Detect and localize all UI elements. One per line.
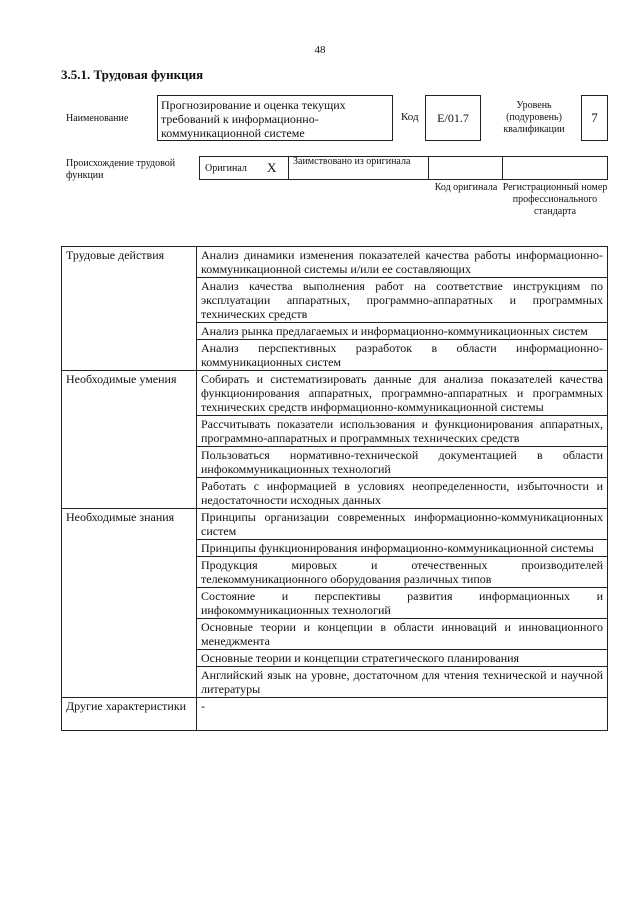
category-cell: Необходимые умения [62,371,197,509]
origin-borrowed-cell [289,157,429,179]
code-label: Код [401,111,419,123]
table-cell: Принципы функционирования информационно-коммуникационной системы [197,540,608,557]
table-cell: Рассчитывать показатели использования и функционирования аппаратных, программно-аппаратных и программных технических средств [197,416,608,447]
code-original-cell [429,157,503,179]
original-mark: X [267,160,277,175]
reg-number-cell [503,157,607,179]
name-label: Наименование [66,113,129,124]
table-cell: Работать с информацией в условиях неопределенности, избыточности и недостаточности исходных данных [197,478,608,509]
code-field [425,95,481,141]
table-cell: Анализ перспективных разработок в области информационно-коммуникационных систем [197,340,608,371]
original-label: Оригинал [205,163,247,174]
borrowed-label: Заимствовано из оригинала [293,156,411,167]
table-cell: Анализ рынка предлагаемых и информационно-коммуникационных систем [197,323,608,340]
level-label: Уровень (подуровень) квалификации [503,100,565,135]
section-title: 3.5.1. Трудовая функция [61,67,204,82]
table-cell: Состояние и перспективы развития информационных и инфокоммуникационных технологий [197,588,608,619]
table-row [62,371,608,416]
category-cell: Необходимые знания [62,509,197,698]
table-cell: Пользоваться нормативно-технической документацией в области инфокоммуникационных технологий [197,447,608,478]
table-cell: Принципы организации современных информационно-коммуникационных систем [197,509,608,540]
table-cell: Анализ качества выполнения работ на соответствие инструкциям по эксплуатации аппаратных, программно-аппаратных и программных технических средств [197,278,608,323]
table-row [62,698,608,731]
code-value: E/01.7 [437,110,469,125]
table-cell: Основные теории и концепции в области инноваций и инновационного менеджмента [197,619,608,650]
table-cell: Собирать и систематизировать данные для анализа показателей качества функционирования аппаратных, программно-аппаратных и программных технических средств информационно-коммуникационной системы [197,371,608,416]
level-value: 7 [591,110,598,125]
table-cell: - [197,698,608,731]
origin-grid [199,156,608,180]
level-field [581,95,608,141]
table-cell: Продукция мировых и отечественных производителей телекоммуникационного оборудования различных типов [197,557,608,588]
origin-original-cell [200,157,289,179]
name-field [157,95,393,141]
table-cell: Основные теории и концепции стратегического планирования [197,650,608,667]
function-table [61,246,608,731]
category-cell: Трудовые действия [62,247,197,371]
code-original-caption: Код оригинала [434,182,498,193]
reg-number-caption: Регистрационный номер профессионального стандарта [502,182,608,217]
table-row [62,509,608,540]
table-cell: Английский язык на уровне, достаточном для чтения технической и научной литературы [197,667,608,698]
category-cell: Другие характеристики [62,698,197,731]
name-value: Прогнозирование и оценка текущих требований к информационно-коммуникационной системе [161,98,346,140]
table-cell: Анализ динамики изменения показателей качества работы информационно-коммуникационной системы и/или ее составляющих [197,247,608,278]
origin-label: Происхождение трудовой функции [66,158,176,181]
page-number: 48 [314,44,326,56]
table-row [62,247,608,278]
